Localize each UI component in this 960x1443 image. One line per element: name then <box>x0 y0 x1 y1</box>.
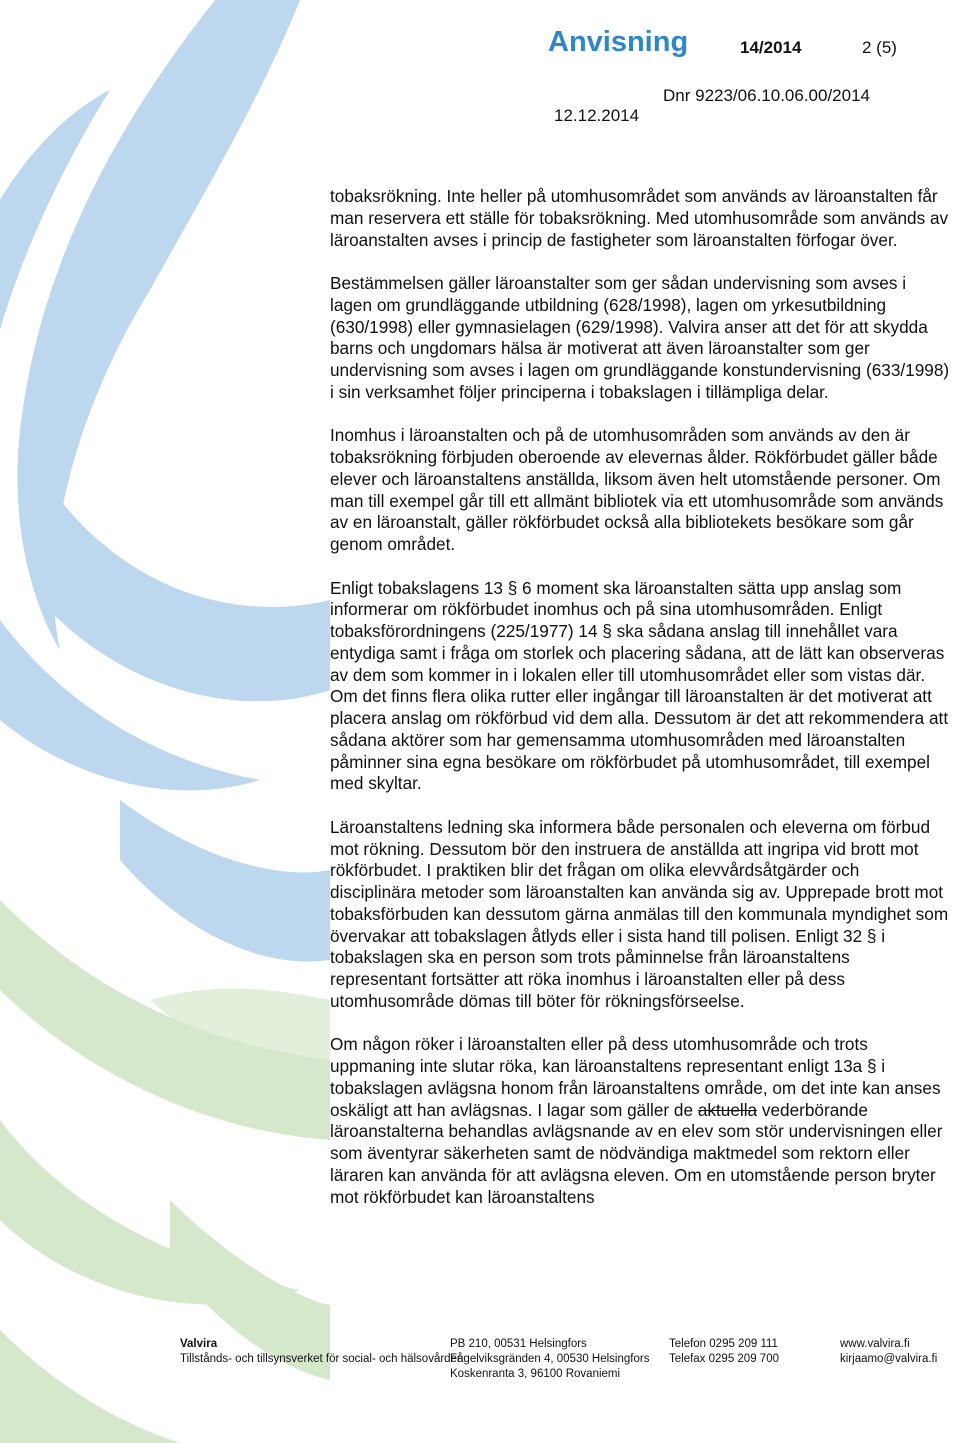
paragraph-text: vederbörande läroanstalterna behandlas avlägsnande av en elev som stör undervisningen eller som äventyrar säkerheten samt de nödvändiga maktmedel som rektorn eller läraren kan använda för att avlägsna eleven. Om en utomstående person bryter mot rökförbudet kan läroanstaltens <box>330 1099 943 1207</box>
page-number: 2 (5) <box>862 38 897 57</box>
paragraph-last <box>330 1034 950 1208</box>
footer-org-name: Valvira <box>180 1338 218 1350</box>
footer-address: PB 210, 00531 Helsingfors <box>450 1338 587 1350</box>
document-date: 12.12.2014 <box>554 106 640 125</box>
document-number: 14/2014 <box>740 38 802 57</box>
struck-text: aktuella <box>697 1099 758 1120</box>
diary-number: Dnr 9223/06.10.06.00/2014 <box>663 86 871 105</box>
paragraph: Läroanstaltens ledning ska informera både personalen och eleverna om förbud mot rökning. Dessutom bör den instruera de anställda att ingripa vid brott mot rökförbudet. I praktiken blir det frågan om olika elevvårdsåtgärder och disciplinära metoder som läroanstalten kan använda sig av. Upprepade brott mot tobaksförbuden kan dessutom gärna anmälas till den kommunala myndighet som övervakar att tobakslagen åtlyds eller i sista hand till polisen. Enligt 32 § i tobakslagen ska en person som trots påminnelse från läroanstaltens representant fortsätter att röka inomhus i läroanstalten eller på dess utomhusområde dömas till böter för rökningsförseelse. <box>330 816 949 1011</box>
paragraph: Enligt tobakslagens 13 § 6 moment ska läroanstalten sätta upp anslag som informerar om rökförbudet inomhus och på sina utomhusområden. Enligt tobaksförordningens (225/1977) 14 § ska sådana anslag till innehållet vara entydiga samt i fråga om storlek och placering sådana, att de lätt kan observeras av dem som kommer in i lokalen eller till utomhusområdet eller som vistas där. Om det finns flera olika rutter eller ingångar till läroanstalten är det motiverat att placera anslag om rökförbud vid dem alla. Dessutom är det att rekommendera att sådana aktörer som har gemensamma utomhusområden med läroanstalten påminner sina egna besökare om rökförbudet på utomhusområdet, till exempel med skyltar. <box>330 577 949 794</box>
footer-fax: Telefax 0295 209 700 <box>669 1353 779 1365</box>
paragraph-text: Om någon röker i läroanstalten eller på dess utomhusområde och trots uppmaning inte slutar röka, kan läroanstaltens representant enligt 13a § i tobakslagen avlägsna honom från läroanstaltens område, om det inte kan anses oskäligt att han avlägsnas. I lagar som gäller de <box>330 1034 941 1120</box>
paragraph: Bestämmelsen gäller läroanstalter som ger sådan undervisning som avses i lagen om grundläggande utbildning (628/1998), lagen om yrkesutbildning (630/1998) eller gymnasielagen (629/1998). Valvira anser att det för att skydda barns och ungdomars hälsa är motiverat att även läroanstalter som ger undervisning som avses i lagen om grundläggande konstundervisning (633/1998) i sin verksamhet följer principerna i tobakslagen i tillämpliga delar. <box>330 273 950 402</box>
footer-org-full: Tillstånds- och tillsynsverket för social- och hälsovården <box>180 1353 464 1365</box>
footer-phone: Telefon 0295 209 111 <box>669 1338 778 1350</box>
footer-website-link[interactable]: www.valvira.fi <box>840 1338 910 1350</box>
footer-address: Fågelviksgränden 4, 00530 Helsingfors <box>450 1353 650 1365</box>
document-title: Anvisning <box>548 26 689 58</box>
footer-email-link[interactable]: kirjaamo@valvira.fi <box>840 1353 938 1365</box>
document-body <box>330 186 950 1230</box>
footer-address: Koskenranta 3, 96100 Rovaniemi <box>450 1368 621 1380</box>
paragraph: Inomhus i läroanstalten och på de utomhusområden som används av den är tobaksrökning förbjuden oberoende av elevernas ålder. Rökförbudet gäller både elever och läroanstaltens anställda, liksom även helt utomstående personer. Om man till exempel går till ett allmänt bibliotek via ett utomhusområde som används av en läroanstalt, gäller rökförbudet också alla bibliotekets besökare som går genom området. <box>330 425 944 554</box>
paragraph: tobaksrökning. Inte heller på utomhusområdet som används av läroanstalten får man reservera ett ställe för tobaksrökning. Med utomhusområde som används av läroanstalten avses i princip de fastigheter som läroanstalten förfogar över. <box>330 186 949 250</box>
footer <box>0 1337 960 1397</box>
background-logo-decoration <box>0 0 330 1443</box>
